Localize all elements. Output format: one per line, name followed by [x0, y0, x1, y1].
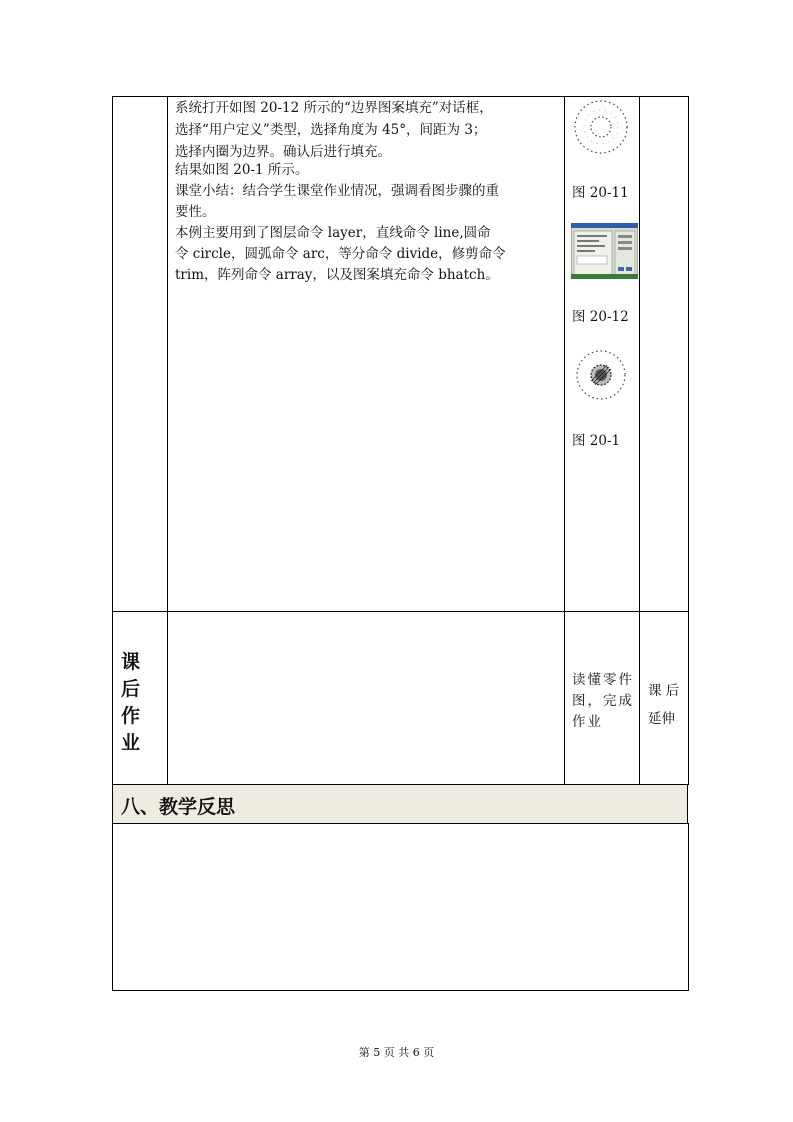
figure-caption: 图 20-1	[572, 433, 621, 449]
homework-extension-line: 课 后	[648, 683, 680, 699]
figure-20-1-image	[574, 348, 628, 402]
page-footer: 第 5 页 共 6 页	[358, 1046, 435, 1059]
homework-extension-line: 延伸	[648, 711, 675, 727]
homework-task-line: 图，完成	[572, 693, 634, 709]
lesson-line: trim，阵列命令 array，以及图案填充命令 bhatch。	[175, 267, 499, 283]
homework-label-char: 课	[121, 651, 141, 673]
column-divider	[639, 96, 640, 784]
reflection-heading: 八、教学反思	[121, 796, 236, 818]
homework-label-char: 后	[121, 678, 141, 700]
reflection-header	[112, 784, 688, 824]
reflection-body	[112, 823, 689, 991]
lesson-line: 系统打开如图 20-12 所示的“边界图案填充”对话框，	[175, 100, 493, 116]
figure-caption: 图 20-11	[572, 185, 629, 201]
figure-20-12-image	[571, 223, 638, 279]
lesson-line: 选择“用户定义”类型，选择角度为 45°，间距为 3；	[175, 122, 487, 138]
homework-label-char: 业	[121, 732, 141, 754]
lesson-line: 令 circle，圆弧命令 arc，等分命令 divide，修剪命令	[175, 246, 506, 262]
figure-caption: 图 20-12	[572, 309, 629, 325]
homework-task-line: 作业	[572, 714, 603, 730]
homework-label-char: 作	[121, 705, 141, 727]
figure-20-11-image	[572, 98, 630, 156]
column-divider	[167, 96, 168, 784]
lesson-line: 选择内圈为边界。确认后进行填充。	[175, 144, 391, 160]
column-divider	[564, 96, 565, 784]
lesson-line: 本例主要用到了图层命令 layer，直线命令 line,圆命	[175, 225, 491, 241]
lesson-line: 结果如图 20-1 所示。	[175, 162, 309, 178]
homework-task-line: 读懂零件	[572, 672, 634, 688]
lesson-line: 要性。	[175, 204, 216, 220]
row-divider	[112, 611, 688, 612]
lesson-line: 课堂小结：结合学生课堂作业情况，强调看图步骤的重	[175, 183, 499, 199]
